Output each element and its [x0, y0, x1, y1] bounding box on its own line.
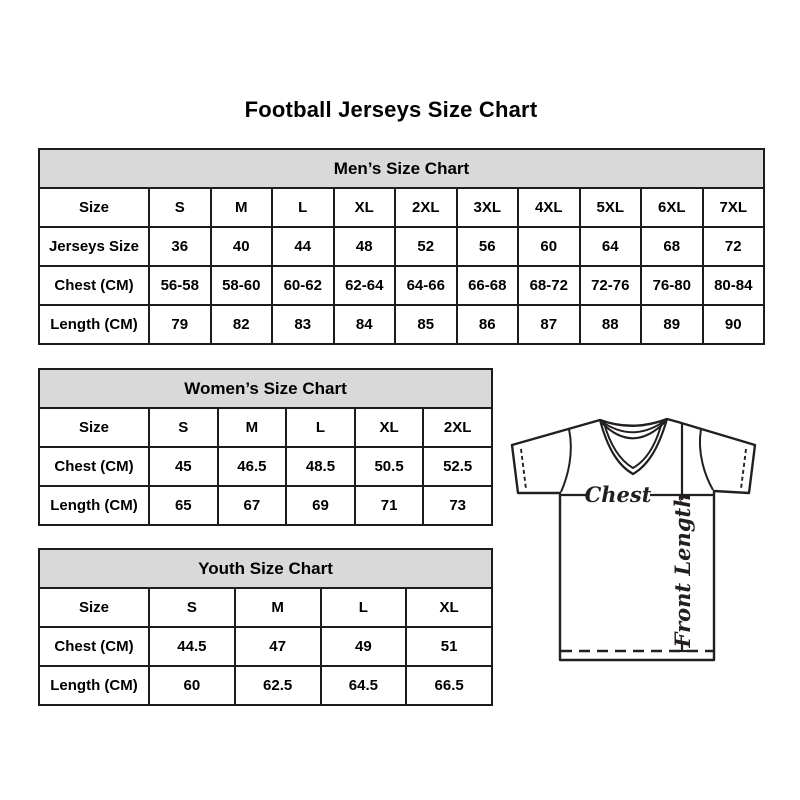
value-cell: 44.5	[149, 627, 235, 666]
value-cell: 72	[703, 227, 765, 266]
value-cell: 47	[235, 627, 321, 666]
value-cell: 60	[149, 666, 235, 705]
value-cell: 5XL	[580, 188, 642, 227]
value-cell: 52	[395, 227, 457, 266]
value-cell: 80-84	[703, 266, 765, 305]
value-cell: 90	[703, 305, 765, 344]
value-cell: 82	[211, 305, 273, 344]
table-row	[39, 447, 492, 486]
table-row	[39, 666, 492, 705]
value-cell: L	[272, 188, 334, 227]
value-cell: 71	[355, 486, 424, 525]
table-row	[39, 408, 492, 447]
row-label-cell: Jerseys Size	[39, 227, 149, 266]
value-cell: S	[149, 188, 211, 227]
value-cell: L	[286, 408, 355, 447]
jersey-measurement-diagram	[500, 398, 770, 680]
value-cell: 3XL	[457, 188, 519, 227]
value-cell: 66-68	[457, 266, 519, 305]
value-cell: 58-60	[211, 266, 273, 305]
value-cell: 73	[423, 486, 492, 525]
value-cell: 56-58	[149, 266, 211, 305]
table-header-row	[39, 369, 492, 408]
value-cell: XL	[355, 408, 424, 447]
value-cell: 49	[321, 627, 407, 666]
value-cell: 52.5	[423, 447, 492, 486]
table-header-row	[39, 149, 764, 188]
value-cell: 68	[641, 227, 703, 266]
page-title: Football Jerseys Size Chart	[244, 97, 538, 122]
row-label-cell: Chest (CM)	[39, 627, 149, 666]
womens-chart-title: Women’s Size Chart	[39, 369, 492, 408]
jersey-body-outline	[512, 419, 755, 660]
value-cell: 2XL	[395, 188, 457, 227]
value-cell: 44	[272, 227, 334, 266]
value-cell: 36	[149, 227, 211, 266]
value-cell: 65	[149, 486, 218, 525]
value-cell: 68-72	[518, 266, 580, 305]
value-cell: 62-64	[334, 266, 396, 305]
womens-size-table	[38, 368, 493, 526]
value-cell: 48.5	[286, 447, 355, 486]
mens-chart-title: Men’s Size Chart	[39, 149, 764, 188]
value-cell: 51	[406, 627, 492, 666]
value-cell: 46.5	[218, 447, 287, 486]
jersey-outline-drawing	[500, 398, 770, 680]
table-row	[39, 588, 492, 627]
table-row	[39, 486, 492, 525]
value-cell: 67	[218, 486, 287, 525]
value-cell: 45	[149, 447, 218, 486]
value-cell: 69	[286, 486, 355, 525]
table-row	[39, 305, 764, 344]
value-cell: 64.5	[321, 666, 407, 705]
value-cell: 72-76	[580, 266, 642, 305]
value-cell: XL	[334, 188, 396, 227]
row-label-cell: Length (CM)	[39, 486, 149, 525]
value-cell: 60	[518, 227, 580, 266]
value-cell: 79	[149, 305, 211, 344]
value-cell: 76-80	[641, 266, 703, 305]
value-cell: 86	[457, 305, 519, 344]
table-row	[39, 266, 764, 305]
value-cell: 89	[641, 305, 703, 344]
value-cell: 6XL	[641, 188, 703, 227]
value-cell: M	[218, 408, 287, 447]
row-label-cell: Size	[39, 188, 149, 227]
value-cell: 85	[395, 305, 457, 344]
row-label-cell: Length (CM)	[39, 305, 149, 344]
value-cell: 88	[580, 305, 642, 344]
mens-size-table	[38, 148, 765, 345]
value-cell: 64	[580, 227, 642, 266]
value-cell: 40	[211, 227, 273, 266]
front-length-measure-label: Front Length	[670, 492, 695, 648]
row-label-cell: Length (CM)	[39, 666, 149, 705]
chest-measure-label: Chest	[584, 482, 652, 507]
value-cell: 60-62	[272, 266, 334, 305]
value-cell: L	[321, 588, 407, 627]
value-cell: 87	[518, 305, 580, 344]
value-cell: XL	[406, 588, 492, 627]
table-row	[39, 188, 764, 227]
value-cell: 66.5	[406, 666, 492, 705]
youth-size-table	[38, 548, 493, 706]
value-cell: 84	[334, 305, 396, 344]
value-cell: 48	[334, 227, 396, 266]
value-cell: 62.5	[235, 666, 321, 705]
row-label-cell: Size	[39, 408, 149, 447]
table-row	[39, 627, 492, 666]
value-cell: 7XL	[703, 188, 765, 227]
row-label-cell: Size	[39, 588, 149, 627]
row-label-cell: Chest (CM)	[39, 447, 149, 486]
value-cell: S	[149, 408, 218, 447]
table-header-row	[39, 549, 492, 588]
value-cell: 2XL	[423, 408, 492, 447]
value-cell: M	[211, 188, 273, 227]
row-label-cell: Chest (CM)	[39, 266, 149, 305]
value-cell: S	[149, 588, 235, 627]
table-row	[39, 227, 764, 266]
value-cell: M	[235, 588, 321, 627]
value-cell: 83	[272, 305, 334, 344]
value-cell: 64-66	[395, 266, 457, 305]
youth-chart-title: Youth Size Chart	[39, 549, 492, 588]
value-cell: 56	[457, 227, 519, 266]
value-cell: 50.5	[355, 447, 424, 486]
value-cell: 4XL	[518, 188, 580, 227]
